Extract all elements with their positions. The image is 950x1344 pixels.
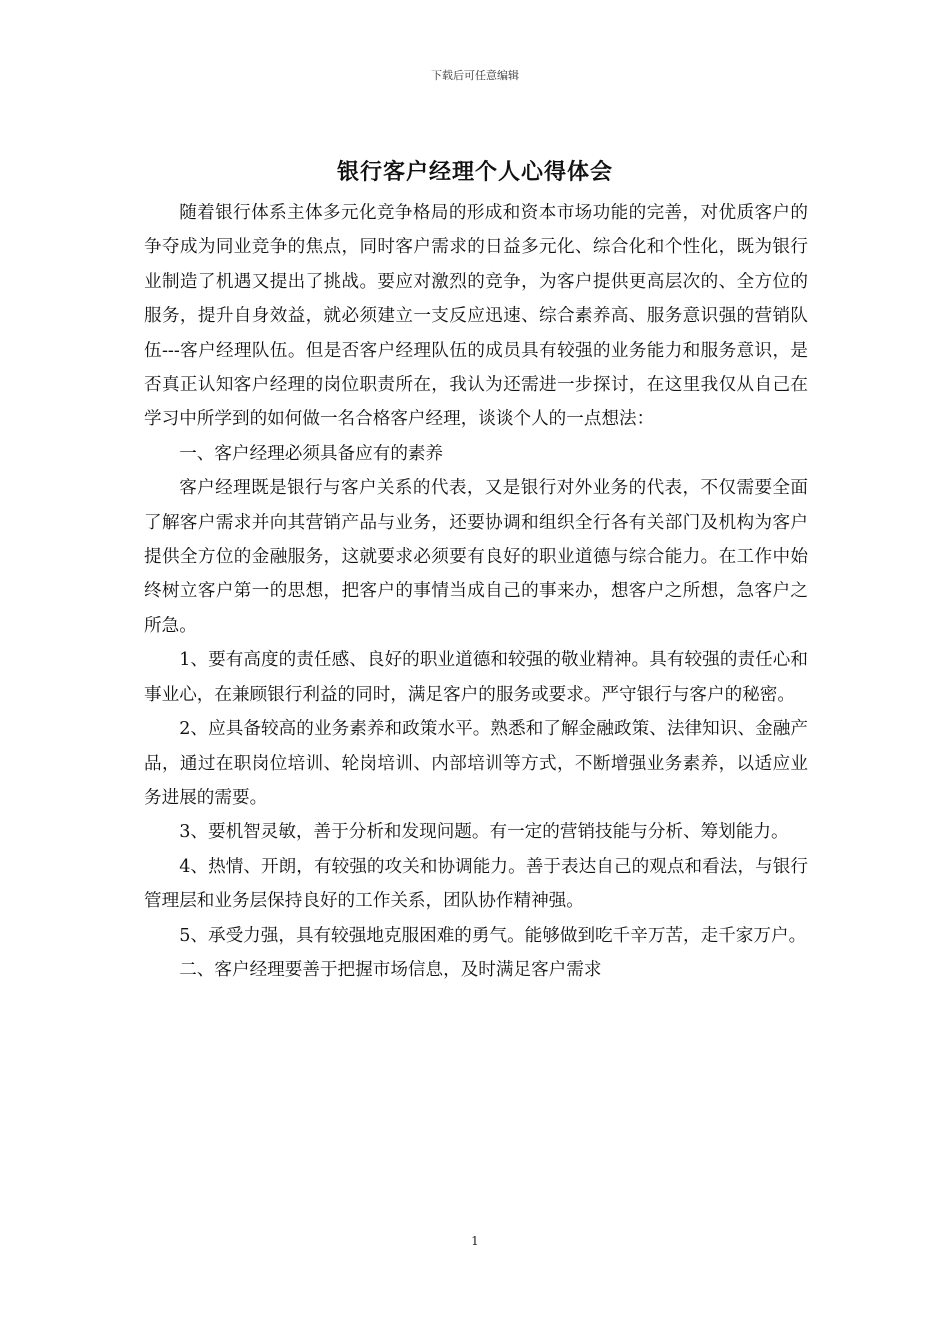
section-heading-1: 一、客户经理必须具备应有的素养 bbox=[179, 443, 444, 464]
paragraph-section-1: 客户经理既是银行与客户关系的代表，又是银行对外业务的代表，不仅需要全面了解客户需求并向其营销产品与业务，还要协调和组织全行各有关部门及机构为客户提供全方位的金融服务，这就要求必须要有良好的职业道德与综合能力。在工作中始终树立客户第一的思想，把客户的事情当成自己的事来办，想客户之所想，急客户之所急。 bbox=[144, 478, 808, 636]
document-title: 银行客户经理个人心得体会 bbox=[336, 159, 613, 185]
list-item-3: 3、要机智灵敏，善于分析和发现问题。有一定的营销技能与分析、筹划能力。 bbox=[179, 822, 789, 843]
list-item-5: 5、承受力强，具有较强地克服困难的勇气。能够做到吃千辛万苦，走千家万户。 bbox=[179, 925, 807, 946]
section-heading-2: 二、客户经理要善于把握市场信息，及时满足客户需求 bbox=[179, 959, 602, 980]
list-item-4: 4、热情、开朗，有较强的攻关和协调能力。善于表达自己的观点和看法，与银行管理层和业务层保持良好的工作关系，团队协作精神强。 bbox=[144, 856, 808, 912]
paragraph-intro: 随着银行体系主体多元化竞争格局的形成和资本市场功能的完善，对优质客户的争夺成为同业竞争的焦点，同时客户需求的日益多元化、综合化和个性化，既为银行业制造了机遇又提出了挑战。要应对激烈的竞争，为客户提供更高层次的、全方位的服务，提升自身效益，就必须建立一支反应迅速、综合素养高、服务意识强的营销队伍---客户经理队伍。但是否客户经理队伍的成员具有较强的业务能力和服务意识，是否真正认知客户经理的岗位职责所在，我认为还需进一步探讨，在这里我仅从自己在学习中所学到的如何做一名合格客户经理，谈谈个人的一点想法： bbox=[144, 203, 808, 430]
header-note: 下载后可任意编辑 bbox=[431, 69, 519, 82]
page-number: 1 bbox=[471, 1234, 479, 1248]
list-item-1: 1、要有高度的责任感、良好的职业道德和较强的敬业精神。具有较强的责任心和事业心，在兼顾银行利益的同时，满足客户的服务或要求。严守银行与客户的秘密。 bbox=[144, 650, 808, 705]
list-item-2: 2、应具备较高的业务素养和政策水平。熟悉和了解金融政策、法律知识、金融产品，通过在职岗位培训、轮岗培训、内部培训等方式，不断增强业务素养，以适应业务进展的需要。 bbox=[144, 719, 808, 808]
document-body bbox=[144, 196, 808, 987]
